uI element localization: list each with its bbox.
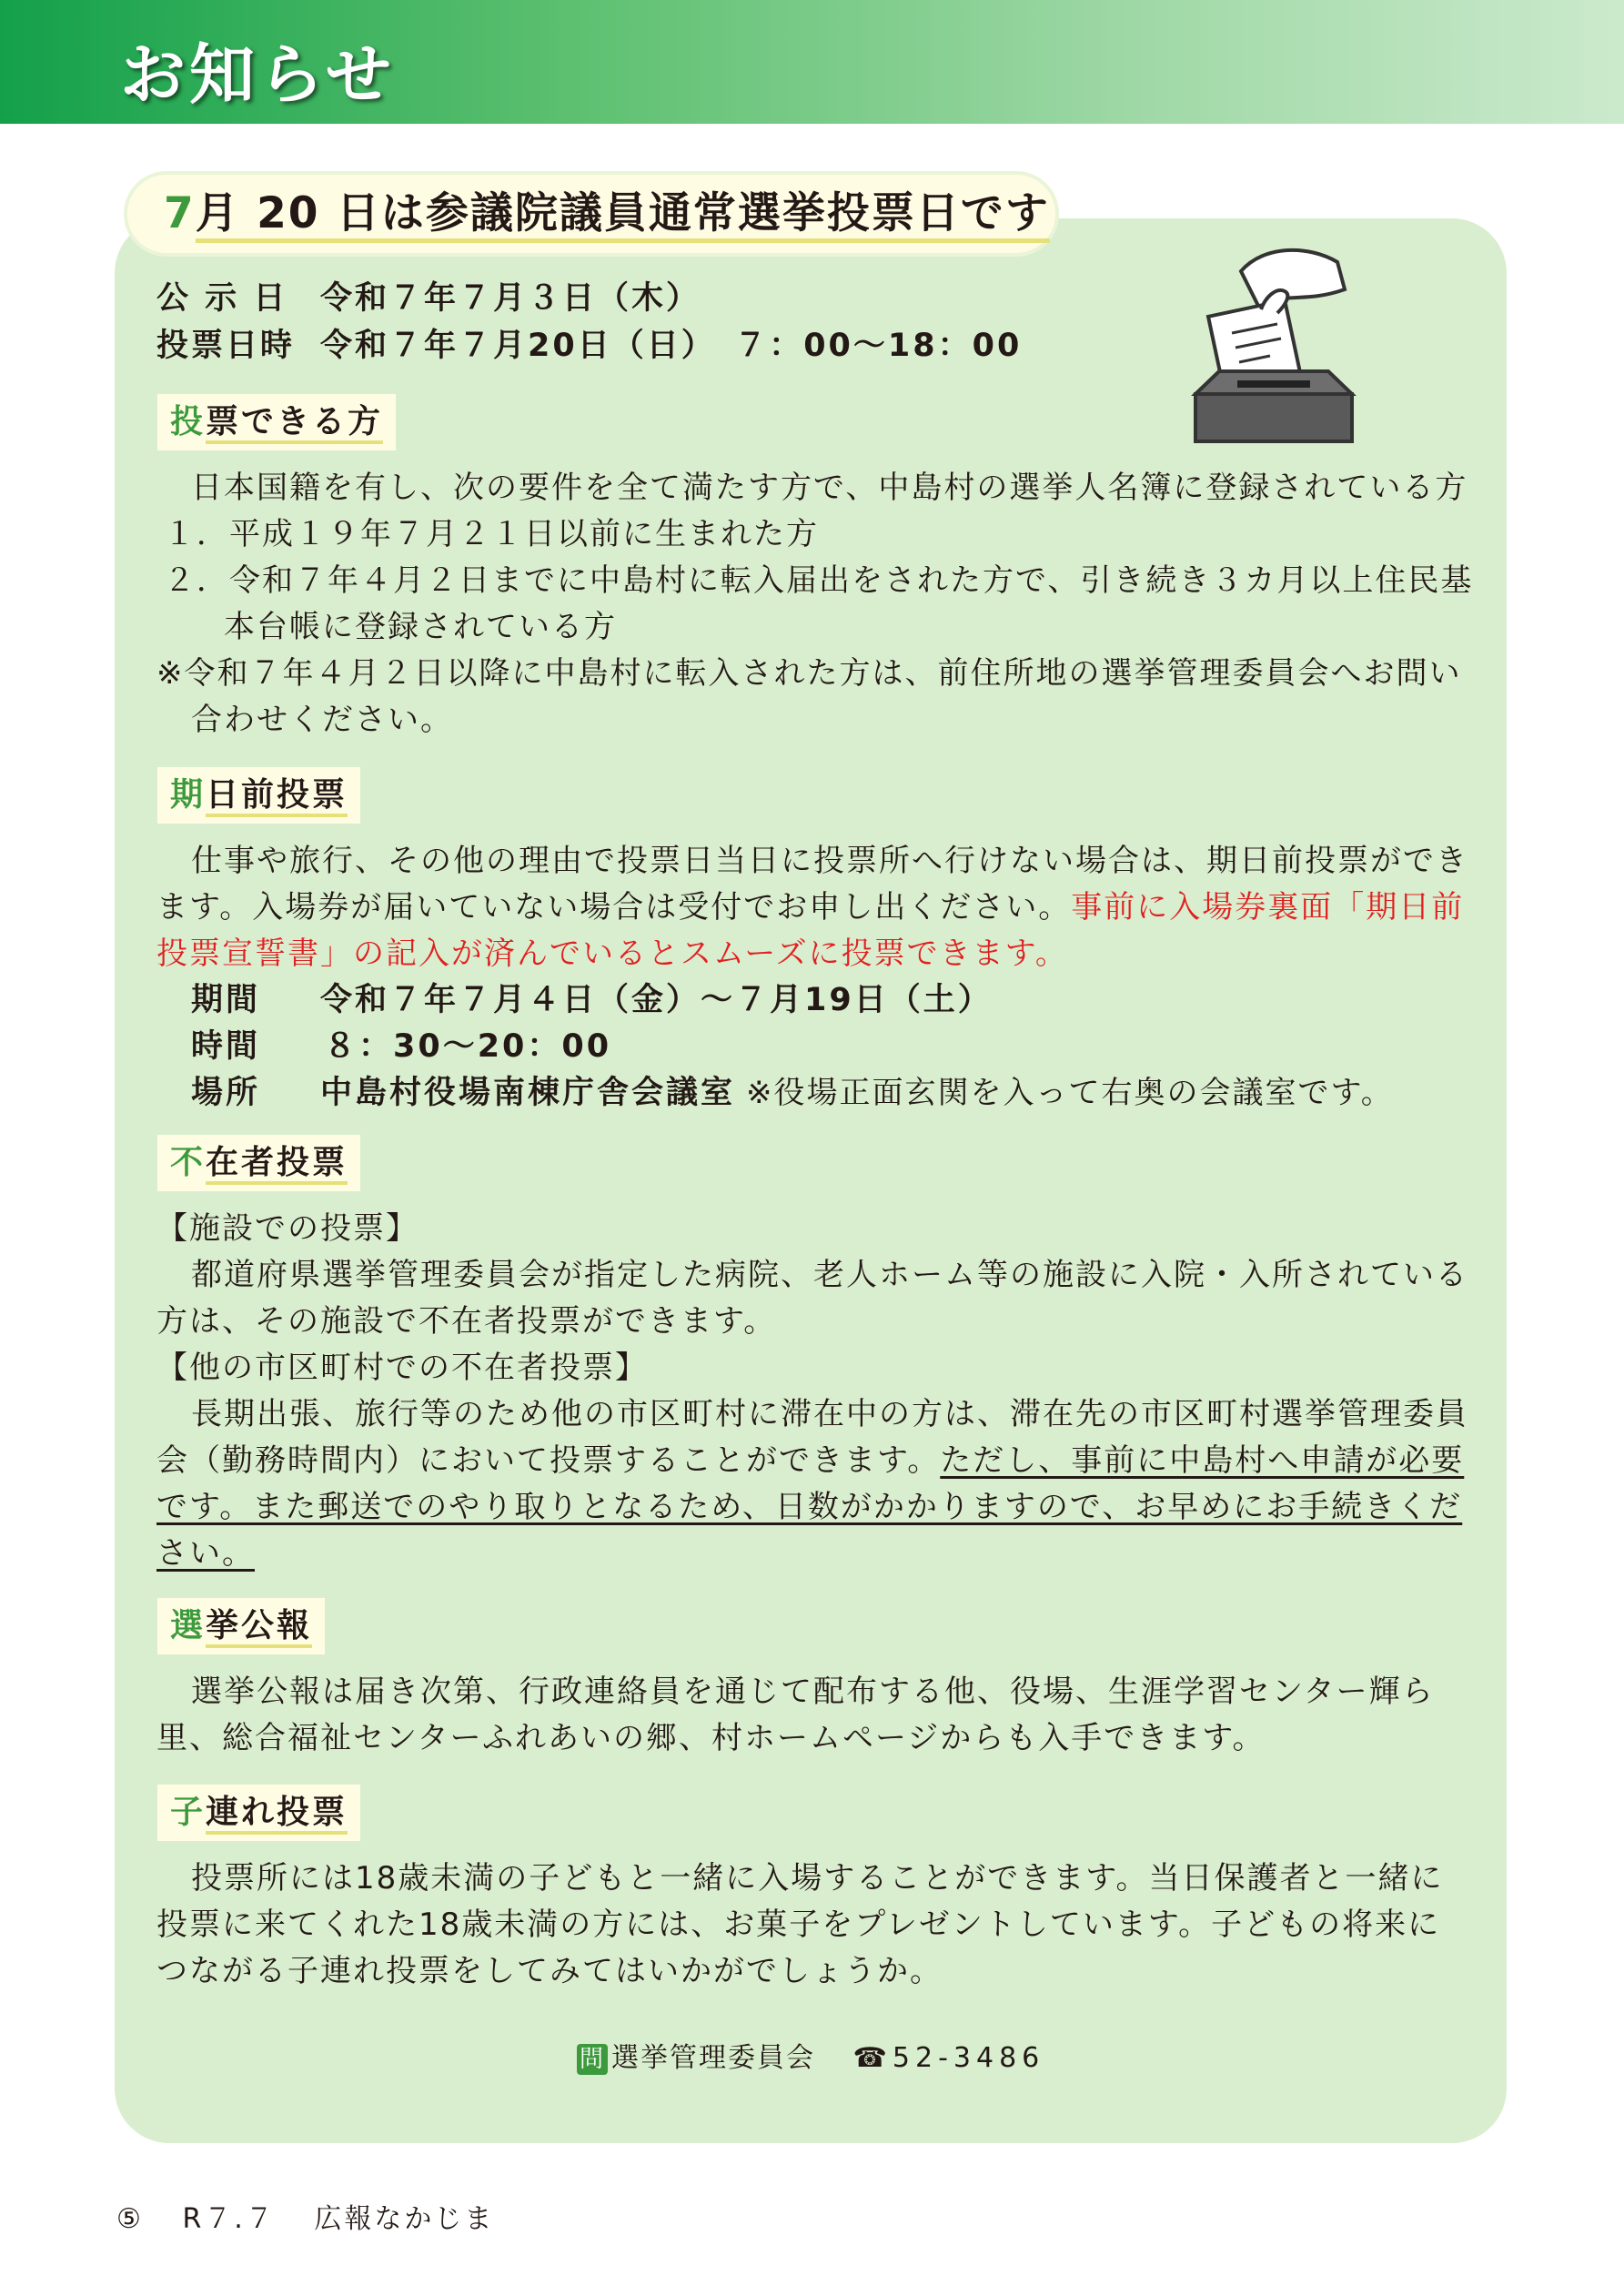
main-title <box>127 175 1055 253</box>
bulletin-line-2: 里、総合福祉センターふれあいの郷、村ホームページからも入手できます。 <box>156 1720 1266 1756</box>
absentee-sub2-line-3: です。また郵送でのやり取りとなるため、日数がかかりますので、お早めにお手続きくだ <box>156 1489 1463 1525</box>
who-line-3: ２．令和７年４月２日までに中島村に転入届出をされた方で、引き続き３カ月以上住民基 <box>164 562 1474 599</box>
main-title-rest: 月 20 日は参議院議員通常選挙投票日です <box>196 188 1050 243</box>
publication-name: 広報なかじま <box>314 2203 495 2235</box>
early-time-value: ８：30～20：00 <box>324 1028 612 1065</box>
main-title-accent: 7 <box>164 188 196 238</box>
page-header <box>0 0 1624 124</box>
absentee-sub2: 【他の市区町村での不在者投票】 <box>156 1350 648 1386</box>
early-line-2: ます。入場券が届いていない場合は受付でお申し出ください。事前に入場券裏面「期日前 <box>156 889 1465 925</box>
who-line-1: 日本国籍を有し、次の要件を全て満たす方で、中島村の選挙人名簿に登録されている方 <box>191 470 1468 506</box>
bulletin-line-1: 選挙公報は届き次第、行政連絡員を通じて配布する他、役場、生涯学習センター輝ら <box>191 1674 1435 1710</box>
contact-phone: ☎52-3486 <box>852 2042 1045 2074</box>
who-line-4: 本台帳に登録されている方 <box>224 609 617 645</box>
children-line-2: 投票に来てくれた18歳未満の方には、お菓子をプレゼントしています。子どもの将来に <box>156 1907 1441 1943</box>
who-line-6: 合わせください。 <box>191 702 453 738</box>
early-period-value: 令和７年７月４日（金）～７月19日（土） <box>320 982 993 1018</box>
early-place-value: 中島村役場南棟庁舎会議室 <box>320 1075 736 1111</box>
early-line-3: 投票宣誓書」の記入が済んでいるとスムーズに投票できます。 <box>156 936 1068 972</box>
inquiry-icon: 問 <box>577 2044 608 2075</box>
children-line-1: 投票所には18歳未満の子どもと一緒に入場することができます。当日保護者と一緒に <box>191 1860 1444 1896</box>
heading-election-bulletin: 選挙公報 <box>157 1598 325 1654</box>
heading-who-can-vote: 投票できる方 <box>157 394 396 450</box>
early-period-label: 期間 <box>191 982 261 1018</box>
absentee-sub1: 【施設での投票】 <box>156 1210 419 1247</box>
ballot-box-icon <box>1183 235 1365 446</box>
children-line-3: つながる子連れ投票をしてみてはいかがでしょうか。 <box>156 1953 943 1989</box>
who-line-2: １．平成１９年７月２１日以前に生まれた方 <box>164 516 819 552</box>
absentee-sub2-line-2: 会（勤務時間内）において投票することができます。ただし、事前に中島村へ申請が必要 <box>156 1442 1465 1479</box>
absentee-sub1-line-2: 方は、その施設で不在者投票ができます。 <box>156 1303 777 1340</box>
page-footer <box>116 2196 494 2236</box>
announce-label: 公 示 日 <box>156 280 288 317</box>
heading-early-voting: 期日前投票 <box>157 767 360 824</box>
issue-label: R７.７ <box>182 2203 276 2235</box>
early-time-label: 時間 <box>191 1028 261 1065</box>
contact-org: 選挙管理委員会 <box>611 2042 815 2074</box>
vote-value: 令和７年７月20日（日） ７：00～18：00 <box>320 328 1023 364</box>
who-line-5: ※令和７年４月２日以降に中島村に転入された方は、前住所地の選挙管理委員会へお問い <box>156 655 1462 692</box>
early-line-1: 仕事や旅行、その他の理由で投票日当日に投票所へ行けない場合は、期日前投票ができ <box>191 843 1468 879</box>
absentee-sub1-line-1: 都道府県選挙管理委員会が指定した病院、老人ホーム等の施設に入院・入所されている <box>191 1257 1468 1293</box>
header-title: お知らせ <box>120 36 395 113</box>
page-number: ⑤ <box>116 2203 144 2235</box>
absentee-sub2-line-4: さい。 <box>156 1535 255 1572</box>
early-place-label: 場所 <box>191 1075 261 1111</box>
heading-absentee-voting: 不在者投票 <box>157 1135 360 1191</box>
heading-children-voting: 子連れ投票 <box>157 1785 360 1841</box>
contact-line <box>577 2035 1044 2075</box>
vote-label: 投票日時 <box>156 328 296 364</box>
announce-value: 令和７年７月３日（木） <box>320 280 701 317</box>
early-place-note: ※役場正面玄関を入って右奥の会議室です。 <box>746 1075 1394 1111</box>
absentee-sub2-line-1: 長期出張、旅行等のため他の市区町村に滞在中の方は、滞在先の市区町村選挙管理委員 <box>191 1396 1468 1432</box>
